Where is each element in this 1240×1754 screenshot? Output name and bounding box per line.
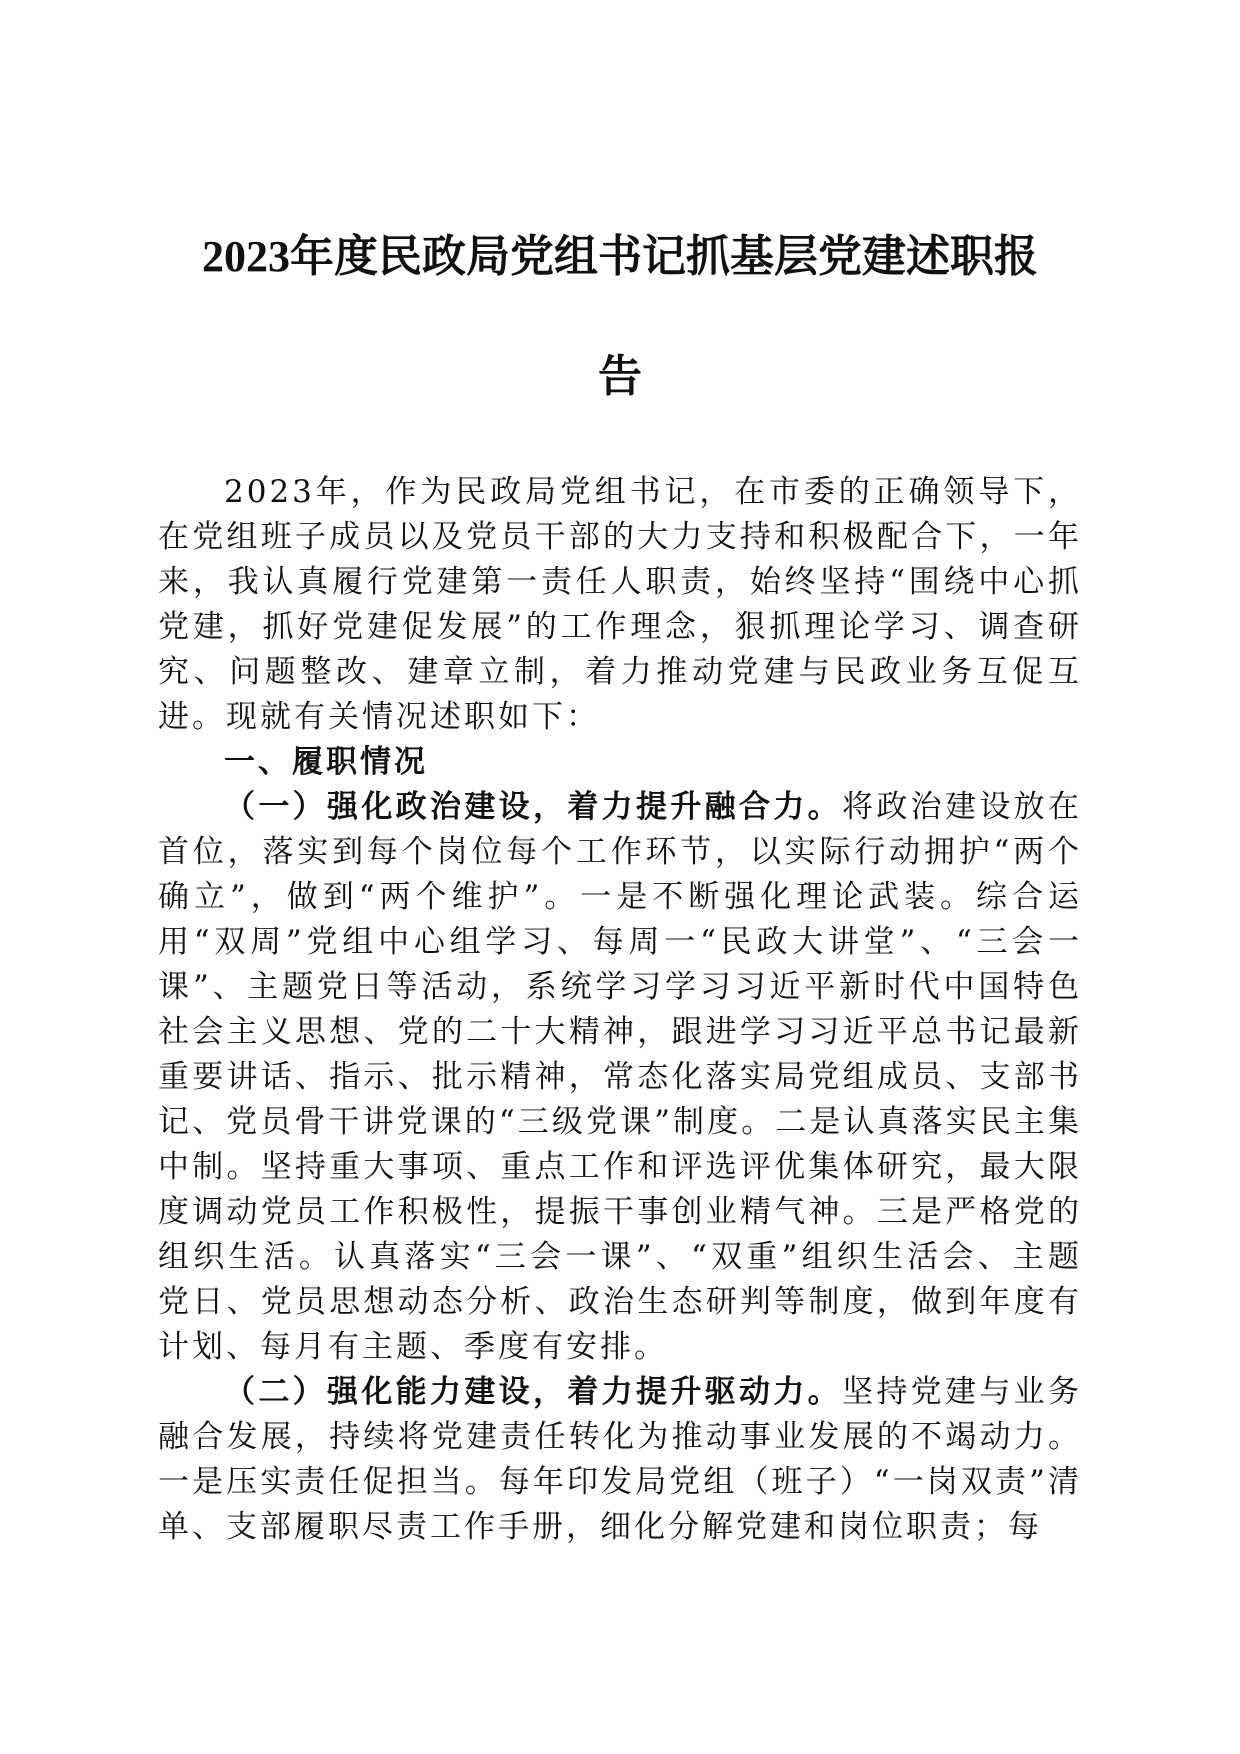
subsection-text: 将政治建设放在首位，落实到每个岗位每个工作环节，以实际行动拥护“两个确立”，做到“两个维护”。一是不断强化理论武装。综合运用“双周”党组中心组学习、每周一“民政大讲堂”、“三会一课”、主题党日等活动，系统学习学习习近平新时代中国特色社会主义思想、党的二十大精神，跟进学习习近平总书记最新重要讲话、指示、批示精神，常态化落实局党组成员、支部书记、党员骨干讲党课的“三级党课”制度。二是认真落实民主集中制。坚持重大事项、重点工作和评选评优集体研究，最大限度调动党员工作积极性，提振干事创业精气神。三是严格党的组织生活。认真落实“三会一课”、“双重”组织生活会、主题党日、党员思想动态分析、政治生态研判等制度，做到年度有计划、每月有主题、季度有安排。	[158, 789, 1082, 1365]
subsection-political-building	[158, 785, 1082, 1370]
subsection-capacity-building	[158, 1370, 1082, 1550]
subsection-lead: （一）强化政治建设，着力提升融合力。	[224, 789, 842, 825]
document-title-line-2: 告	[598, 352, 642, 401]
intro-paragraph: 2023年，作为民政局党组书记，在市委的正确领导下，在党组班子成员以及党员干部的大力支持和积极配合下，一年来，我认真履行党建第一责任人职责，始终坚持“围绕中心抓党建，抓好党建促发展”的工作理念，狠抓理论学习、调查研究、问题整改、建章立制，着力推动党建与民政业务互促互进。现就有关情况述职如下：	[158, 474, 1082, 735]
subsection-lead: （二）强化能力建设，着力提升驱动力。	[224, 1374, 842, 1410]
document-title-line-1: 2023年度民政局党组书记抓基层党建述职报	[202, 232, 1038, 281]
subsection-text: 坚持党建与业务融合发展，持续将党建责任转化为推动事业发展的不竭动力。一是压实责任促担当。每年印发局党组（班子）“一岗双责”清单、支部履职尽责工作手册，细化分解党建和岗位职责；每	[158, 1374, 1082, 1545]
document-body	[158, 470, 1082, 1550]
section-heading-performance: 一、履职情况	[224, 744, 428, 780]
